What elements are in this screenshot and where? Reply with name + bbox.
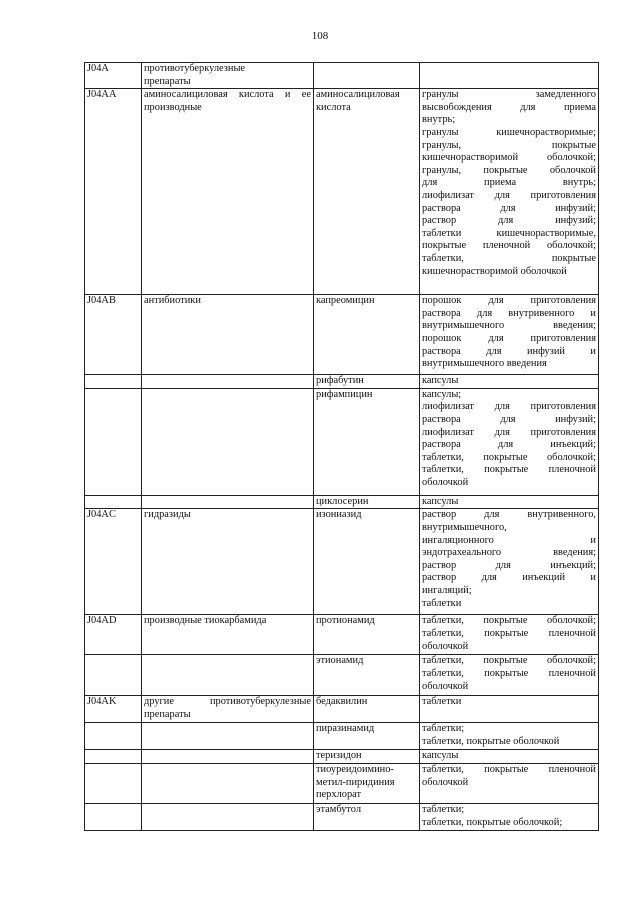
dosage-form-cell-line: лиофилизат для приготовления	[422, 426, 596, 438]
dosage-form-cell-line: кишечнорастворимой оболочкой	[422, 265, 567, 277]
group-name-cell-line: аминосалициловая кислота и ее	[144, 89, 311, 101]
table-row	[85, 63, 599, 89]
table-body	[85, 63, 599, 831]
dosage-form-cell-line: раствор для внутривенного,	[422, 509, 596, 521]
dosage-form-cell	[420, 655, 599, 696]
drug-name-cell	[314, 723, 420, 750]
atc-code-cell	[85, 655, 142, 696]
drug-name-cell	[314, 375, 420, 389]
dosage-form-cell-line: таблетки	[422, 597, 462, 609]
drug-name-cell-line: этионамид	[316, 655, 364, 667]
atc-code-cell	[85, 723, 142, 750]
group-name-cell-line: препараты	[144, 708, 191, 720]
atc-code-cell: J04AC	[85, 509, 142, 615]
dosage-form-cell	[420, 89, 599, 295]
drug-name-cell	[314, 696, 420, 723]
group-name-cell	[142, 495, 314, 509]
dosage-form-cell-line: гранулы, покрытые	[422, 139, 596, 151]
drug-name-cell	[314, 495, 420, 509]
dosage-form-cell-line: таблетки, покрытые оболочкой;	[422, 816, 563, 828]
group-name-cell	[142, 696, 314, 723]
dosage-form-cell-line: таблетки, покрытые пленочной	[422, 763, 596, 775]
dosage-form-cell	[420, 750, 599, 764]
group-name-cell	[142, 375, 314, 389]
atc-code-cell: J04AB	[85, 295, 142, 375]
page-number: 108	[311, 30, 329, 42]
drug-name-cell-line: рифампицин	[316, 388, 373, 400]
dosage-form-cell	[420, 763, 599, 803]
group-name-cell	[142, 63, 314, 89]
group-name-cell-line: противотуберкулезные	[144, 63, 246, 74]
table-row	[85, 375, 599, 389]
dosage-form-cell	[420, 388, 599, 495]
table-row	[85, 388, 599, 495]
group-name-cell	[142, 388, 314, 495]
drug-name-cell-line: теризидон	[316, 750, 362, 762]
drug-name-cell-line: аминосалициловая	[316, 89, 400, 101]
group-name-cell-line: производные тиокарбамида	[144, 615, 267, 627]
dosage-form-cell-line: покрытые пленочной оболочкой;	[422, 240, 596, 252]
dosage-form-cell-line: таблетки, покрытые оболочкой;	[422, 655, 596, 667]
group-name-cell	[142, 615, 314, 655]
dosage-form-cell-line: раствора для инфузий и	[422, 345, 596, 357]
table-row	[85, 615, 599, 655]
group-name-cell	[142, 89, 314, 295]
atc-code-cell	[85, 750, 142, 764]
dosage-form-cell-line: внутримышечного введения;	[422, 320, 596, 332]
dosage-form-cell-line: порошок для приготовления	[422, 295, 596, 307]
drug-name-cell-line: этамбутол	[316, 803, 362, 815]
dosage-form-cell-line: капсулы	[422, 750, 459, 762]
dosage-form-cell-line: кишечнорастворимой оболочкой;	[422, 152, 596, 164]
table-row	[85, 750, 599, 764]
dosage-form-cell	[420, 375, 599, 389]
table-row	[85, 655, 599, 696]
dosage-form-cell	[420, 723, 599, 750]
dosage-form-cell	[420, 295, 599, 375]
dosage-form-cell-line: раствора для инфузий;	[422, 202, 596, 214]
dosage-form-cell-line: оболочкой	[422, 776, 469, 788]
dosage-form-cell-line: таблетки	[422, 696, 462, 708]
dosage-form-cell	[420, 803, 599, 830]
dosage-form-cell-line: эндотрахеального введения;	[422, 547, 596, 559]
drug-name-cell-line: тиоуреидоимино-	[316, 763, 394, 775]
dosage-form-cell	[420, 696, 599, 723]
dosage-form-cell	[420, 63, 599, 89]
atc-code-cell: J04AD	[85, 615, 142, 655]
dosage-form-cell-line: ингаляций;	[422, 584, 472, 596]
group-name-cell	[142, 295, 314, 375]
dosage-form-cell-line: оболочкой	[422, 640, 469, 652]
drug-name-cell	[314, 295, 420, 375]
dosage-form-cell-line: внутримышечного введения	[422, 358, 547, 370]
drug-name-cell	[314, 750, 420, 764]
table-row	[85, 803, 599, 830]
dosage-form-cell-line: таблетки, покрытые пленочной	[422, 667, 596, 679]
dosage-form-cell-line: раствора для инфузий;	[422, 413, 596, 425]
drug-name-cell-line: перхлорат	[316, 789, 362, 801]
dosage-form-cell-line: капсулы	[422, 375, 459, 387]
drug-name-cell-line: бедаквилин	[316, 696, 368, 708]
drug-name-cell-line: циклосерин	[316, 495, 369, 507]
dosage-form-cell-line: таблетки, покрытые оболочкой	[422, 735, 560, 747]
dosage-form-cell-line: внутримышечного,	[422, 521, 507, 533]
drug-name-cell-line: рифабутин	[316, 375, 364, 387]
drug-name-cell	[314, 763, 420, 803]
atc-code-cell	[85, 803, 142, 830]
drug-name-cell	[314, 89, 420, 295]
group-name-cell	[142, 723, 314, 750]
dosage-form-cell-line: таблетки, покрытые пленочной	[422, 627, 596, 639]
drug-classification-table	[84, 62, 599, 831]
atc-code-cell	[85, 495, 142, 509]
atc-code-cell: J04AA	[85, 89, 142, 295]
dosage-form-cell-line: внутрь;	[422, 114, 456, 126]
drug-name-cell	[314, 63, 420, 89]
drug-name-cell	[314, 803, 420, 830]
dosage-form-cell-line: раствора для инъекций;	[422, 439, 596, 451]
dosage-form-cell-line: высвобождения для приема	[422, 101, 596, 113]
group-name-cell-line: гидразиды	[144, 509, 191, 521]
group-name-cell	[142, 803, 314, 830]
dosage-form-cell-line: раствор для инфузий;	[422, 215, 596, 227]
dosage-form-cell-line: таблетки, покрытые оболочкой;	[422, 615, 596, 627]
dosage-form-cell-line: гранулы, покрытые оболочкой	[422, 164, 596, 176]
dosage-form-cell-line: капсулы;	[422, 388, 462, 400]
dosage-form-cell-line: гранулы кишечнорастворимые;	[422, 126, 596, 138]
dosage-form-cell-line: таблетки кишечнорастворимые,	[422, 227, 596, 239]
dosage-form-cell-line: оболочкой	[422, 476, 469, 488]
dosage-form-cell-line: раствор для инъекций;	[422, 559, 596, 571]
dosage-form-cell-line: для приема внутрь;	[422, 177, 596, 189]
atc-code-cell: J04AK	[85, 696, 142, 723]
group-name-cell-line: производные	[144, 101, 202, 113]
group-name-cell	[142, 655, 314, 696]
dosage-form-cell-line: таблетки, покрытые пленочной	[422, 464, 596, 476]
dosage-form-cell-line: лиофилизат для приготовления	[422, 189, 596, 201]
dosage-form-cell	[420, 615, 599, 655]
dosage-form-cell	[420, 509, 599, 615]
table-row	[85, 763, 599, 803]
table-row	[85, 723, 599, 750]
table-row	[85, 295, 599, 375]
group-name-cell-line: препараты	[144, 75, 191, 87]
drug-name-cell-line: кислота	[316, 101, 351, 113]
group-name-cell	[142, 750, 314, 764]
dosage-form-cell-line: капсулы	[422, 495, 459, 507]
atc-code-cell: J04A	[85, 63, 142, 89]
atc-code-cell	[85, 763, 142, 803]
table-row	[85, 89, 599, 295]
dosage-form-cell-line: раствор для инъекций и	[422, 572, 596, 584]
atc-code-cell	[85, 375, 142, 389]
dosage-form-cell-line: таблетки;	[422, 723, 465, 735]
drug-name-cell-line: пиразинамид	[316, 723, 375, 735]
group-name-cell-line: антибиотики	[144, 295, 201, 307]
drug-name-cell-line: изониазид	[316, 509, 362, 521]
drug-name-cell-line: метил-пиридиния	[316, 776, 395, 788]
dosage-form-cell-line: таблетки, покрытые	[422, 252, 596, 264]
drug-name-cell	[314, 615, 420, 655]
dosage-form-cell-line: таблетки, покрытые оболочкой;	[422, 451, 596, 463]
dosage-form-cell-line: ингаляционного и	[422, 534, 596, 546]
drug-name-cell	[314, 388, 420, 495]
drug-name-cell	[314, 509, 420, 615]
group-name-cell	[142, 763, 314, 803]
group-name-cell	[142, 509, 314, 615]
table-row	[85, 495, 599, 509]
dosage-form-cell-line: гранулы замедленного	[422, 89, 596, 101]
atc-code-cell	[85, 388, 142, 495]
dosage-form-cell-line: раствора для внутривенного и	[422, 307, 596, 319]
drug-name-cell	[314, 655, 420, 696]
dosage-form-cell-line: порошок для приготовления	[422, 332, 596, 344]
table-row	[85, 696, 599, 723]
table-row	[85, 509, 599, 615]
group-name-cell-line: другие противотуберкулезные	[144, 696, 311, 708]
drug-name-cell-line: капреомицин	[316, 295, 375, 307]
dosage-form-cell-line: оболочкой	[422, 680, 469, 692]
dosage-form-cell-line: лиофилизат для приготовления	[422, 401, 596, 413]
dosage-form-cell	[420, 495, 599, 509]
drug-name-cell-line: протионамид	[316, 615, 375, 627]
dosage-form-cell-line: таблетки;	[422, 803, 465, 815]
